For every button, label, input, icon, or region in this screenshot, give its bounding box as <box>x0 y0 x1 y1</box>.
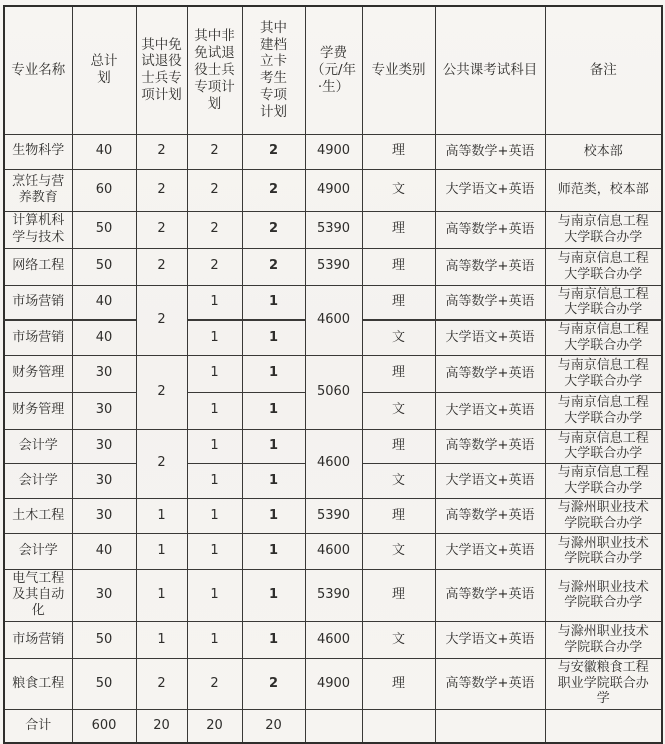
cell-note: 师范类，校本部 <box>545 169 662 211</box>
header-exempt-veteran-label: 其中免试退役士兵专项计划 <box>141 36 182 104</box>
cell-note: 与南京信息工程大学联合办学 <box>545 429 662 463</box>
header-category: 专业类别 <box>362 6 435 134</box>
cell-total: 40 <box>72 134 136 169</box>
cell-tuition: 5390 <box>305 569 362 621</box>
cell-category: 文 <box>362 621 435 658</box>
cell-category: 文 <box>362 320 435 355</box>
cell-card: 1 <box>242 533 305 569</box>
cell-note: 与滁州职业技术学院联合办学 <box>545 569 662 621</box>
table-row <box>4 285 662 320</box>
cell-card: 1 <box>242 463 305 498</box>
cell-nonexempt: 1 <box>187 569 242 621</box>
cell-card: 1 <box>242 429 305 463</box>
cell-card: 2 <box>242 248 305 285</box>
cell-category: 理 <box>362 429 435 463</box>
cell-nonexempt: 2 <box>187 134 242 169</box>
cell-nonexempt: 1 <box>187 392 242 429</box>
cell-nonexempt: 1 <box>187 285 242 320</box>
cell-note: 与安徽粮食工程职业学院联合办学 <box>545 658 662 709</box>
cell-total: 40 <box>72 320 136 355</box>
cell-category: 理 <box>362 134 435 169</box>
cell-note: 与南京信息工程大学联合办学 <box>545 211 662 248</box>
cell-nonexempt: 2 <box>187 658 242 709</box>
cell-tuition: 5390 <box>305 498 362 533</box>
header-tuition-label: 学费（元/年·生） <box>310 44 357 95</box>
header-exam-subjects: 公共课考试科目 <box>435 6 545 134</box>
admission-plan-table <box>3 5 663 744</box>
header-exempt-veteran-plan <box>136 6 187 134</box>
cell-nonexempt: 1 <box>187 429 242 463</box>
header-total-plan-label: 总计划 <box>90 53 118 87</box>
cell-exam: 高等数学+英语 <box>435 211 545 248</box>
cell-nonexempt: 2 <box>187 211 242 248</box>
cell-exempt: 2 <box>136 211 187 248</box>
cell-exam: 大学语文+英语 <box>435 320 545 355</box>
cell-category: 理 <box>362 211 435 248</box>
cell-exam: 大学语文+英语 <box>435 169 545 211</box>
cell-nonexempt: 1 <box>187 498 242 533</box>
cell-major: 粮食工程 <box>4 658 72 709</box>
table-row <box>4 569 662 621</box>
cell-note: 与南京信息工程大学联合办学 <box>545 320 662 355</box>
cell-total: 30 <box>72 463 136 498</box>
cell-major: 财务管理 <box>4 355 72 392</box>
cell-total: 60 <box>72 169 136 211</box>
cell-card: 1 <box>242 621 305 658</box>
cell-nonexempt: 1 <box>187 355 242 392</box>
cell-exempt-merged: 2 <box>136 429 187 498</box>
cell-note: 与南京信息工程大学联合办学 <box>545 248 662 285</box>
cell-category: 理 <box>362 498 435 533</box>
header-nonexempt-veteran-plan <box>187 6 242 134</box>
cell-tuition: 4900 <box>305 134 362 169</box>
header-note: 备注 <box>545 6 662 134</box>
cell-total-sum: 600 <box>72 709 136 743</box>
cell-total: 30 <box>72 355 136 392</box>
cell-exam: 高等数学+英语 <box>435 355 545 392</box>
cell-exempt: 1 <box>136 533 187 569</box>
cell-exam: 高等数学+英语 <box>435 134 545 169</box>
cell-exempt: 2 <box>136 169 187 211</box>
cell-major: 会计学 <box>4 429 72 463</box>
cell-nonexempt: 1 <box>187 533 242 569</box>
cell-note: 与南京信息工程大学联合办学 <box>545 285 662 320</box>
cell-card: 1 <box>242 355 305 392</box>
cell-exam: 大学语文+英语 <box>435 533 545 569</box>
cell-nonexempt: 2 <box>187 169 242 211</box>
cell-exempt-sum: 20 <box>136 709 187 743</box>
cell-exam: 高等数学+英语 <box>435 498 545 533</box>
cell-note: 与南京信息工程大学联合办学 <box>545 355 662 392</box>
cell-exempt: 1 <box>136 621 187 658</box>
cell-category: 理 <box>362 569 435 621</box>
header-total-plan <box>72 6 136 134</box>
cell-major: 会计学 <box>4 533 72 569</box>
cell-category-empty <box>362 709 435 743</box>
cell-nonexempt-sum: 20 <box>187 709 242 743</box>
header-major: 专业名称 <box>4 6 72 134</box>
cell-card: 2 <box>242 169 305 211</box>
table-row <box>4 658 662 709</box>
cell-tuition-merged: 4600 <box>305 429 362 498</box>
cell-card: 1 <box>242 392 305 429</box>
cell-major: 网络工程 <box>4 248 72 285</box>
cell-exempt: 2 <box>136 658 187 709</box>
cell-category: 文 <box>362 533 435 569</box>
table-row <box>4 355 662 392</box>
cell-category: 理 <box>362 355 435 392</box>
cell-category: 理 <box>362 658 435 709</box>
cell-card-sum: 20 <box>242 709 305 743</box>
table-row <box>4 498 662 533</box>
header-registered-card-plan <box>242 6 305 134</box>
table-row <box>4 248 662 285</box>
cell-category: 理 <box>362 285 435 320</box>
total-row <box>4 709 662 743</box>
cell-tuition: 5390 <box>305 211 362 248</box>
cell-card: 2 <box>242 211 305 248</box>
cell-nonexempt: 1 <box>187 320 242 355</box>
cell-category: 文 <box>362 392 435 429</box>
header-tuition <box>305 6 362 134</box>
cell-note: 与滁州职业技术学院联合办学 <box>545 498 662 533</box>
cell-nonexempt: 1 <box>187 621 242 658</box>
cell-note: 校本部 <box>545 134 662 169</box>
cell-exam: 大学语文+英语 <box>435 621 545 658</box>
cell-total: 30 <box>72 392 136 429</box>
cell-major: 市场营销 <box>4 285 72 320</box>
cell-tuition: 4600 <box>305 533 362 569</box>
cell-major: 电气工程及其自动化 <box>4 569 72 621</box>
cell-exam: 高等数学+英语 <box>435 658 545 709</box>
cell-exam-empty <box>435 709 545 743</box>
cell-major: 市场营销 <box>4 320 72 355</box>
cell-nonexempt: 2 <box>187 248 242 285</box>
cell-total: 30 <box>72 498 136 533</box>
cell-exempt-merged: 2 <box>136 355 187 429</box>
cell-card: 2 <box>242 134 305 169</box>
cell-tuition-merged: 5060 <box>305 355 362 429</box>
cell-total: 40 <box>72 533 136 569</box>
cell-tuition: 4900 <box>305 169 362 211</box>
cell-exempt-merged: 2 <box>136 285 187 355</box>
cell-exempt: 1 <box>136 569 187 621</box>
cell-total-label: 合计 <box>4 709 72 743</box>
cell-total: 50 <box>72 248 136 285</box>
cell-total: 50 <box>72 658 136 709</box>
cell-card: 2 <box>242 658 305 709</box>
cell-major: 土木工程 <box>4 498 72 533</box>
cell-tuition: 4600 <box>305 621 362 658</box>
cell-exempt: 2 <box>136 248 187 285</box>
cell-total: 50 <box>72 211 136 248</box>
cell-note: 与滁州职业技术学院联合办学 <box>545 621 662 658</box>
cell-total: 40 <box>72 285 136 320</box>
cell-nonexempt: 1 <box>187 463 242 498</box>
cell-card: 1 <box>242 285 305 320</box>
cell-exempt: 2 <box>136 134 187 169</box>
cell-category: 理 <box>362 248 435 285</box>
table-row <box>4 169 662 211</box>
cell-total: 30 <box>72 429 136 463</box>
cell-note: 与滁州职业技术学院联合办学 <box>545 533 662 569</box>
cell-card: 1 <box>242 498 305 533</box>
cell-major: 生物科学 <box>4 134 72 169</box>
header-registered-card-label: 其中建档立卡考生专项计划 <box>260 19 287 120</box>
cell-exam: 大学语文+英语 <box>435 392 545 429</box>
cell-note-empty <box>545 709 662 743</box>
table-row <box>4 134 662 169</box>
cell-exam: 高等数学+英语 <box>435 569 545 621</box>
cell-tuition-empty <box>305 709 362 743</box>
cell-major: 计算机科学与技术 <box>4 211 72 248</box>
table-row <box>4 621 662 658</box>
cell-exam: 高等数学+英语 <box>435 248 545 285</box>
cell-category: 文 <box>362 169 435 211</box>
cell-major: 财务管理 <box>4 392 72 429</box>
cell-exam: 高等数学+英语 <box>435 429 545 463</box>
cell-total: 30 <box>72 569 136 621</box>
header-nonexempt-veteran-label: 其中非免试退役士兵专项计划 <box>194 28 235 112</box>
table-row <box>4 429 662 463</box>
table-header-row <box>4 6 662 134</box>
cell-exam: 大学语文+英语 <box>435 463 545 498</box>
cell-card: 1 <box>242 320 305 355</box>
table-row <box>4 533 662 569</box>
cell-tuition: 5390 <box>305 248 362 285</box>
cell-tuition: 4900 <box>305 658 362 709</box>
cell-exempt: 1 <box>136 498 187 533</box>
cell-note: 与南京信息工程大学联合办学 <box>545 392 662 429</box>
cell-category: 文 <box>362 463 435 498</box>
cell-exam: 高等数学+英语 <box>435 285 545 320</box>
cell-card: 1 <box>242 569 305 621</box>
cell-tuition-merged: 4600 <box>305 285 362 355</box>
cell-note: 与南京信息工程大学联合办学 <box>545 463 662 498</box>
cell-major: 会计学 <box>4 463 72 498</box>
cell-major: 烹饪与营养教育 <box>4 169 72 211</box>
cell-total: 50 <box>72 621 136 658</box>
cell-major: 市场营销 <box>4 621 72 658</box>
table-row <box>4 211 662 248</box>
